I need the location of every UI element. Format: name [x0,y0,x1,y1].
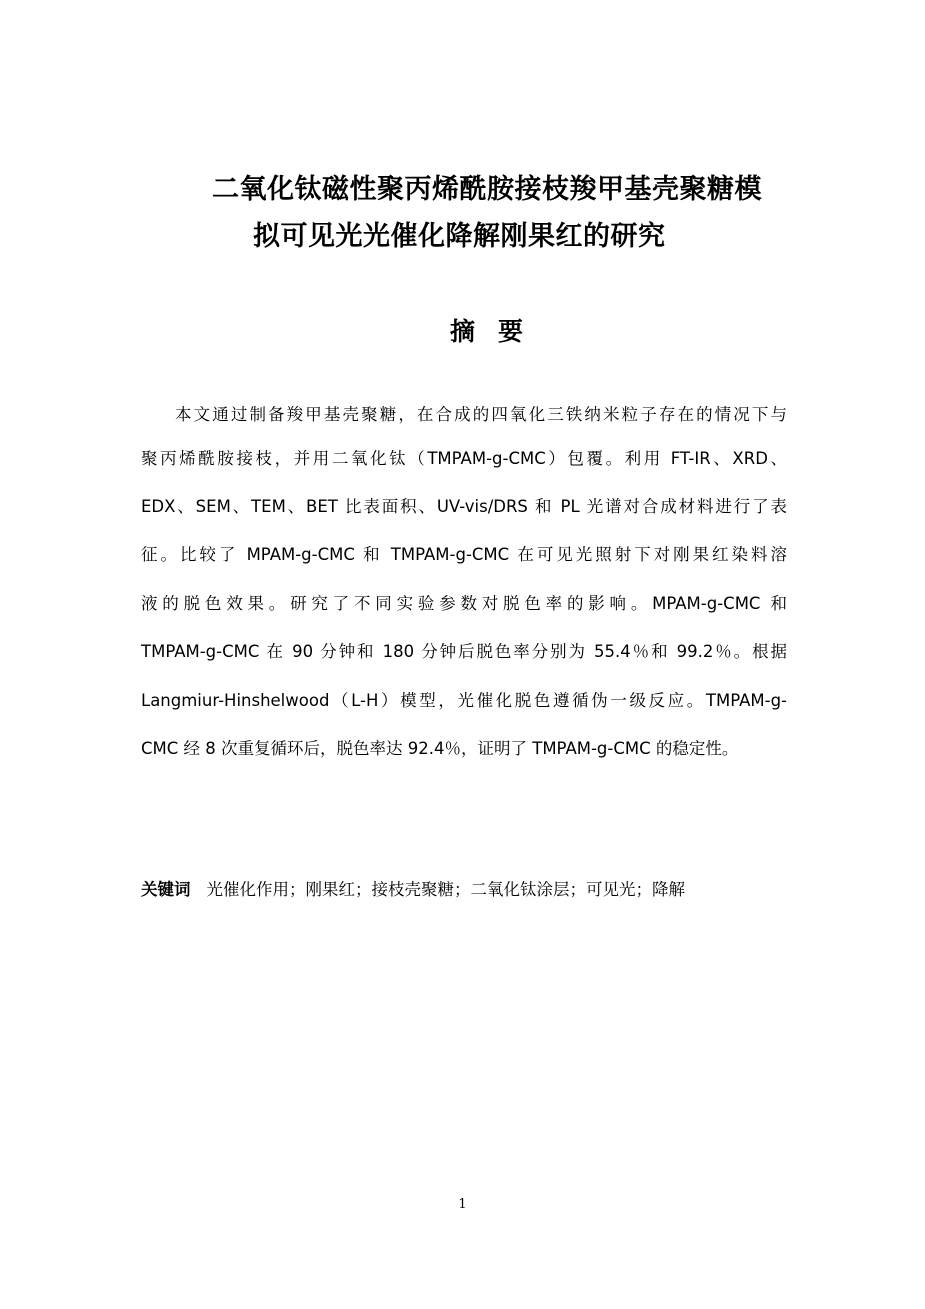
abstract-line-1: 本文通过制备羧甲基壳聚糖，在合成的四氧化三铁纳米粒子存在的情况下与 [175,405,787,424]
abstract-line-8: CMC 经 8 次重复循环后，脱色率达 92.4％，证明了 TMPAM-g-CMC 的稳定性。 [141,739,739,758]
abstract-line-2: 聚丙烯酰胺接枝，并用二氧化钛（TMPAM-g-CMC）包覆。利用 FT-IR、XRD、 [141,449,787,468]
title-line-2: 拟可见光光催化降解刚果红的研究 [253,221,666,252]
abstract-line-7: Langmiur-Hinshelwood（L-H）模型，光催化脱色遵循伪一级反应。TMPAM-g- [141,691,787,710]
page-number: 1 [458,1197,467,1212]
abstract-line-3: EDX、SEM、TEM、BET 比表面积、UV-vis/DRS 和 PL 光谱对合成材料进行了表 [141,497,787,516]
title-line-1: 二氧化钛磁性聚丙烯酰胺接枝羧甲基壳聚糖模 [212,174,762,205]
abstract-line-4: 征。比较了 MPAM-g-CMC 和 TMPAM-g-CMC 在可见光照射下对刚果红染料溶 [141,545,787,564]
keywords-label: 关键词 [141,880,191,899]
abstract-line-5: 液的脱色效果。研究了不同实验参数对脱色率的影响。MPAM-g-CMC 和 [141,594,787,613]
abstract-line-6: TMPAM-g-CMC 在 90 分钟和 180 分钟后脱色率分别为 55.4％和 99.2％。根据 [141,642,787,661]
keywords [141,878,685,902]
keywords-text: 光催化作用；刚果红；接枝壳聚糖；二氧化钛涂层；可见光；降解 [206,880,685,899]
abstract-heading: 摘要 [450,317,547,346]
